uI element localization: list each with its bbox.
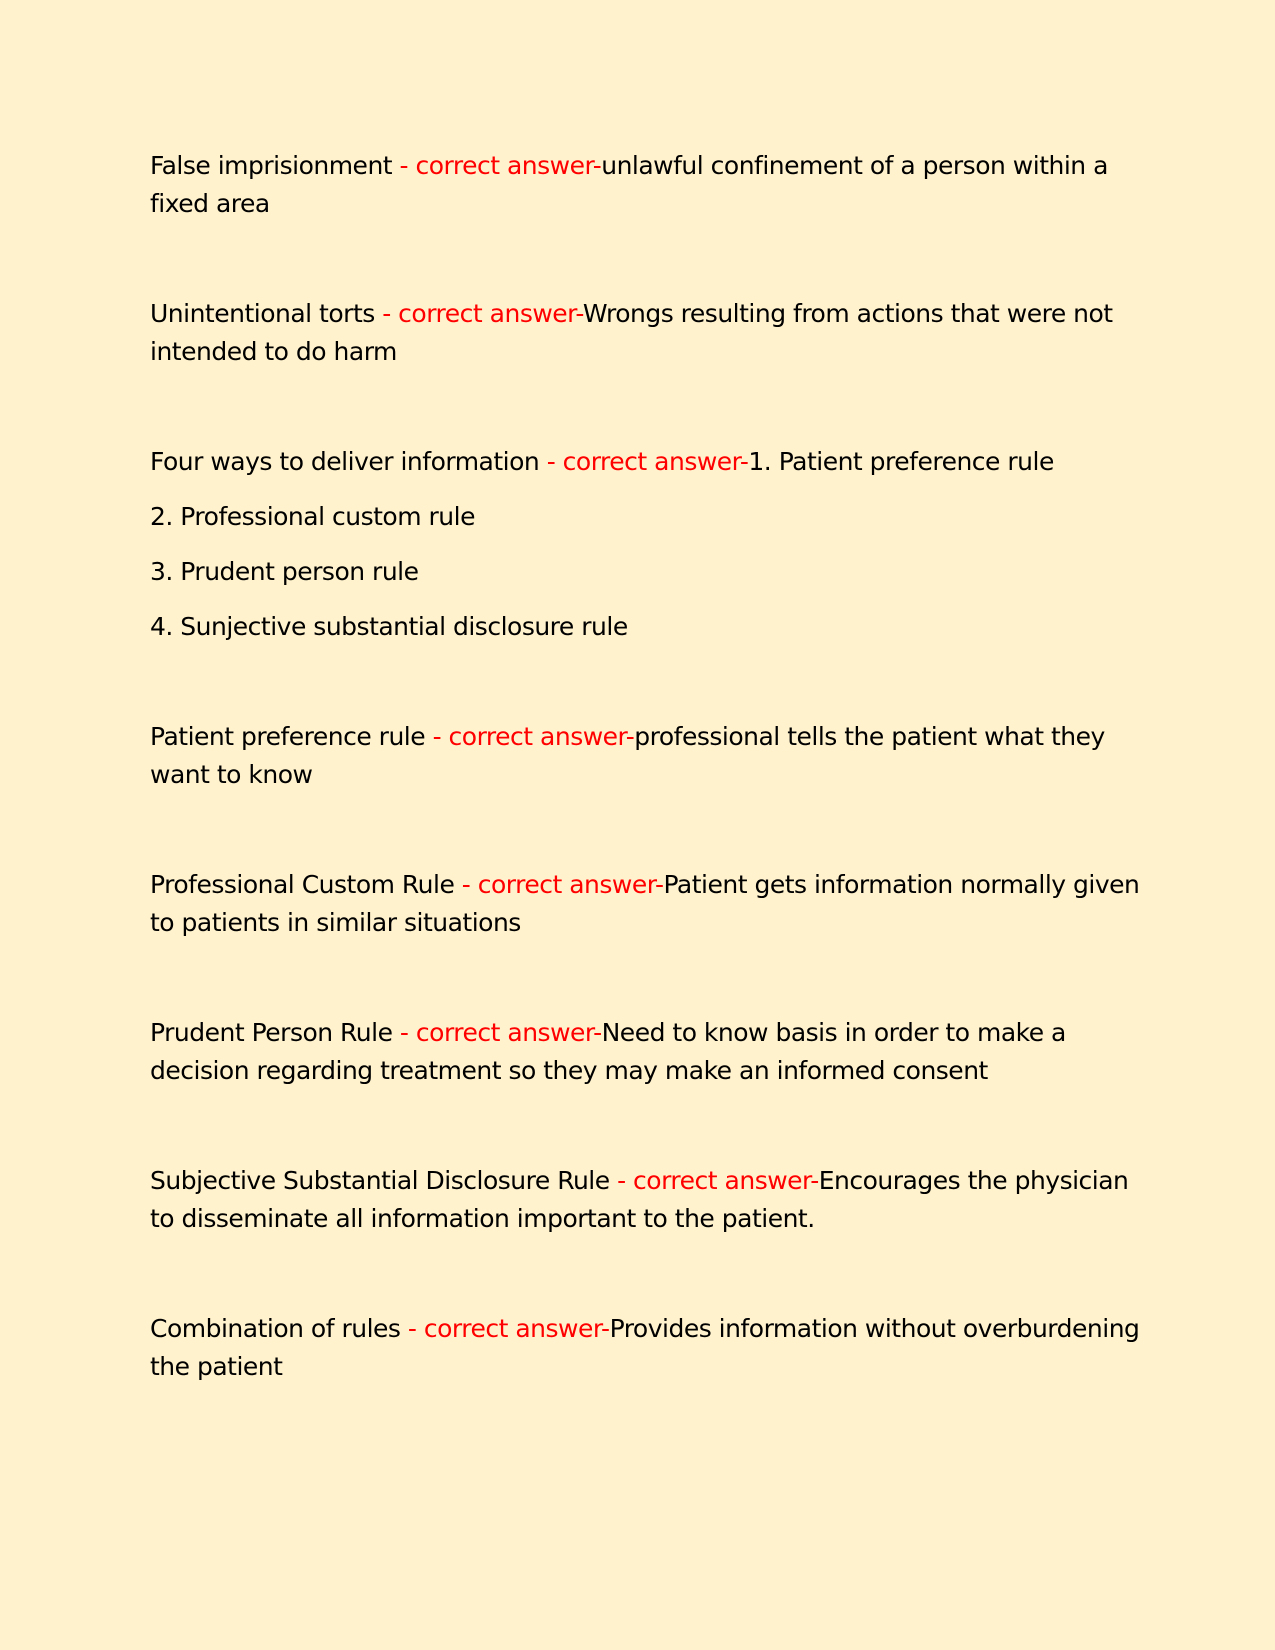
entry-definition: professional tells the patient what they want to know [150,722,1105,789]
entry-definition: Provides information without overburdening the patient [150,1314,1140,1381]
entry-separator: - correct answer- [400,1314,610,1343]
entry-separator: - correct answer- [539,447,749,476]
entry-false-imprisonment [150,147,1140,223]
entry-gap [150,1238,1140,1310]
entry-combination-of-rules [150,1310,1140,1386]
entry-definition: Encourages the physician to disseminate all information important to the patient. [150,1166,1129,1233]
entry-prudent-person-rule [150,1014,1140,1090]
entry-gap [150,646,1140,718]
entry-separator: - correct answer- [609,1166,819,1195]
entry-term: Patient preference rule [150,722,426,751]
entry-unintentional-torts [150,295,1140,371]
entry-definition: unlawful confinement of a person within a fixed area [150,151,1108,218]
entry-separator: - correct answer- [454,870,664,899]
entry-term: Combination of rules [150,1314,401,1343]
entry-term: Four ways to deliver information [150,447,540,476]
entry-term: Prudent Person Rule [150,1018,393,1047]
entry-subjective-substantial-disclosure-rule [150,1162,1140,1238]
list-item-prudent-person: 3. Prudent person rule [150,557,419,586]
entry-definition: Need to know basis in order to make a decision regarding treatment so they may make an informed consent [150,1018,1066,1085]
entry-gap [150,794,1140,866]
entry-separator: - correct answer- [392,1018,602,1047]
entry-separator: - correct answer- [392,151,602,180]
entry-separator: - correct answer- [374,299,583,328]
flashcard-page [150,147,1140,1386]
entry-four-ways [150,443,1140,481]
entry-patient-preference-rule [150,718,1140,794]
entry-gap [150,371,1140,443]
entry-definition: Wrongs resulting from actions that were not intended to do harm [150,299,1113,366]
list-item-professional-custom: 2. Professional custom rule [150,502,475,531]
entry-definition: Patient gets information normally given to patients in similar situations [150,870,1140,937]
entry-definition: 1. Patient preference rule [748,447,1054,476]
entry-gap [150,942,1140,1014]
entry-gap [150,1090,1140,1162]
entry-term: Subjective Substantial Disclosure Rule [150,1166,610,1195]
entry-separator: - correct answer- [425,722,635,751]
entry-gap [150,223,1140,295]
list-item-subjective-disclosure: 4. Sunjective substantial disclosure rule [150,612,628,641]
entry-term: Unintentional torts [150,299,375,328]
entry-term: False imprisionment [150,151,393,180]
entry-professional-custom-rule [150,866,1140,942]
entry-term: Professional Custom Rule [150,870,455,899]
